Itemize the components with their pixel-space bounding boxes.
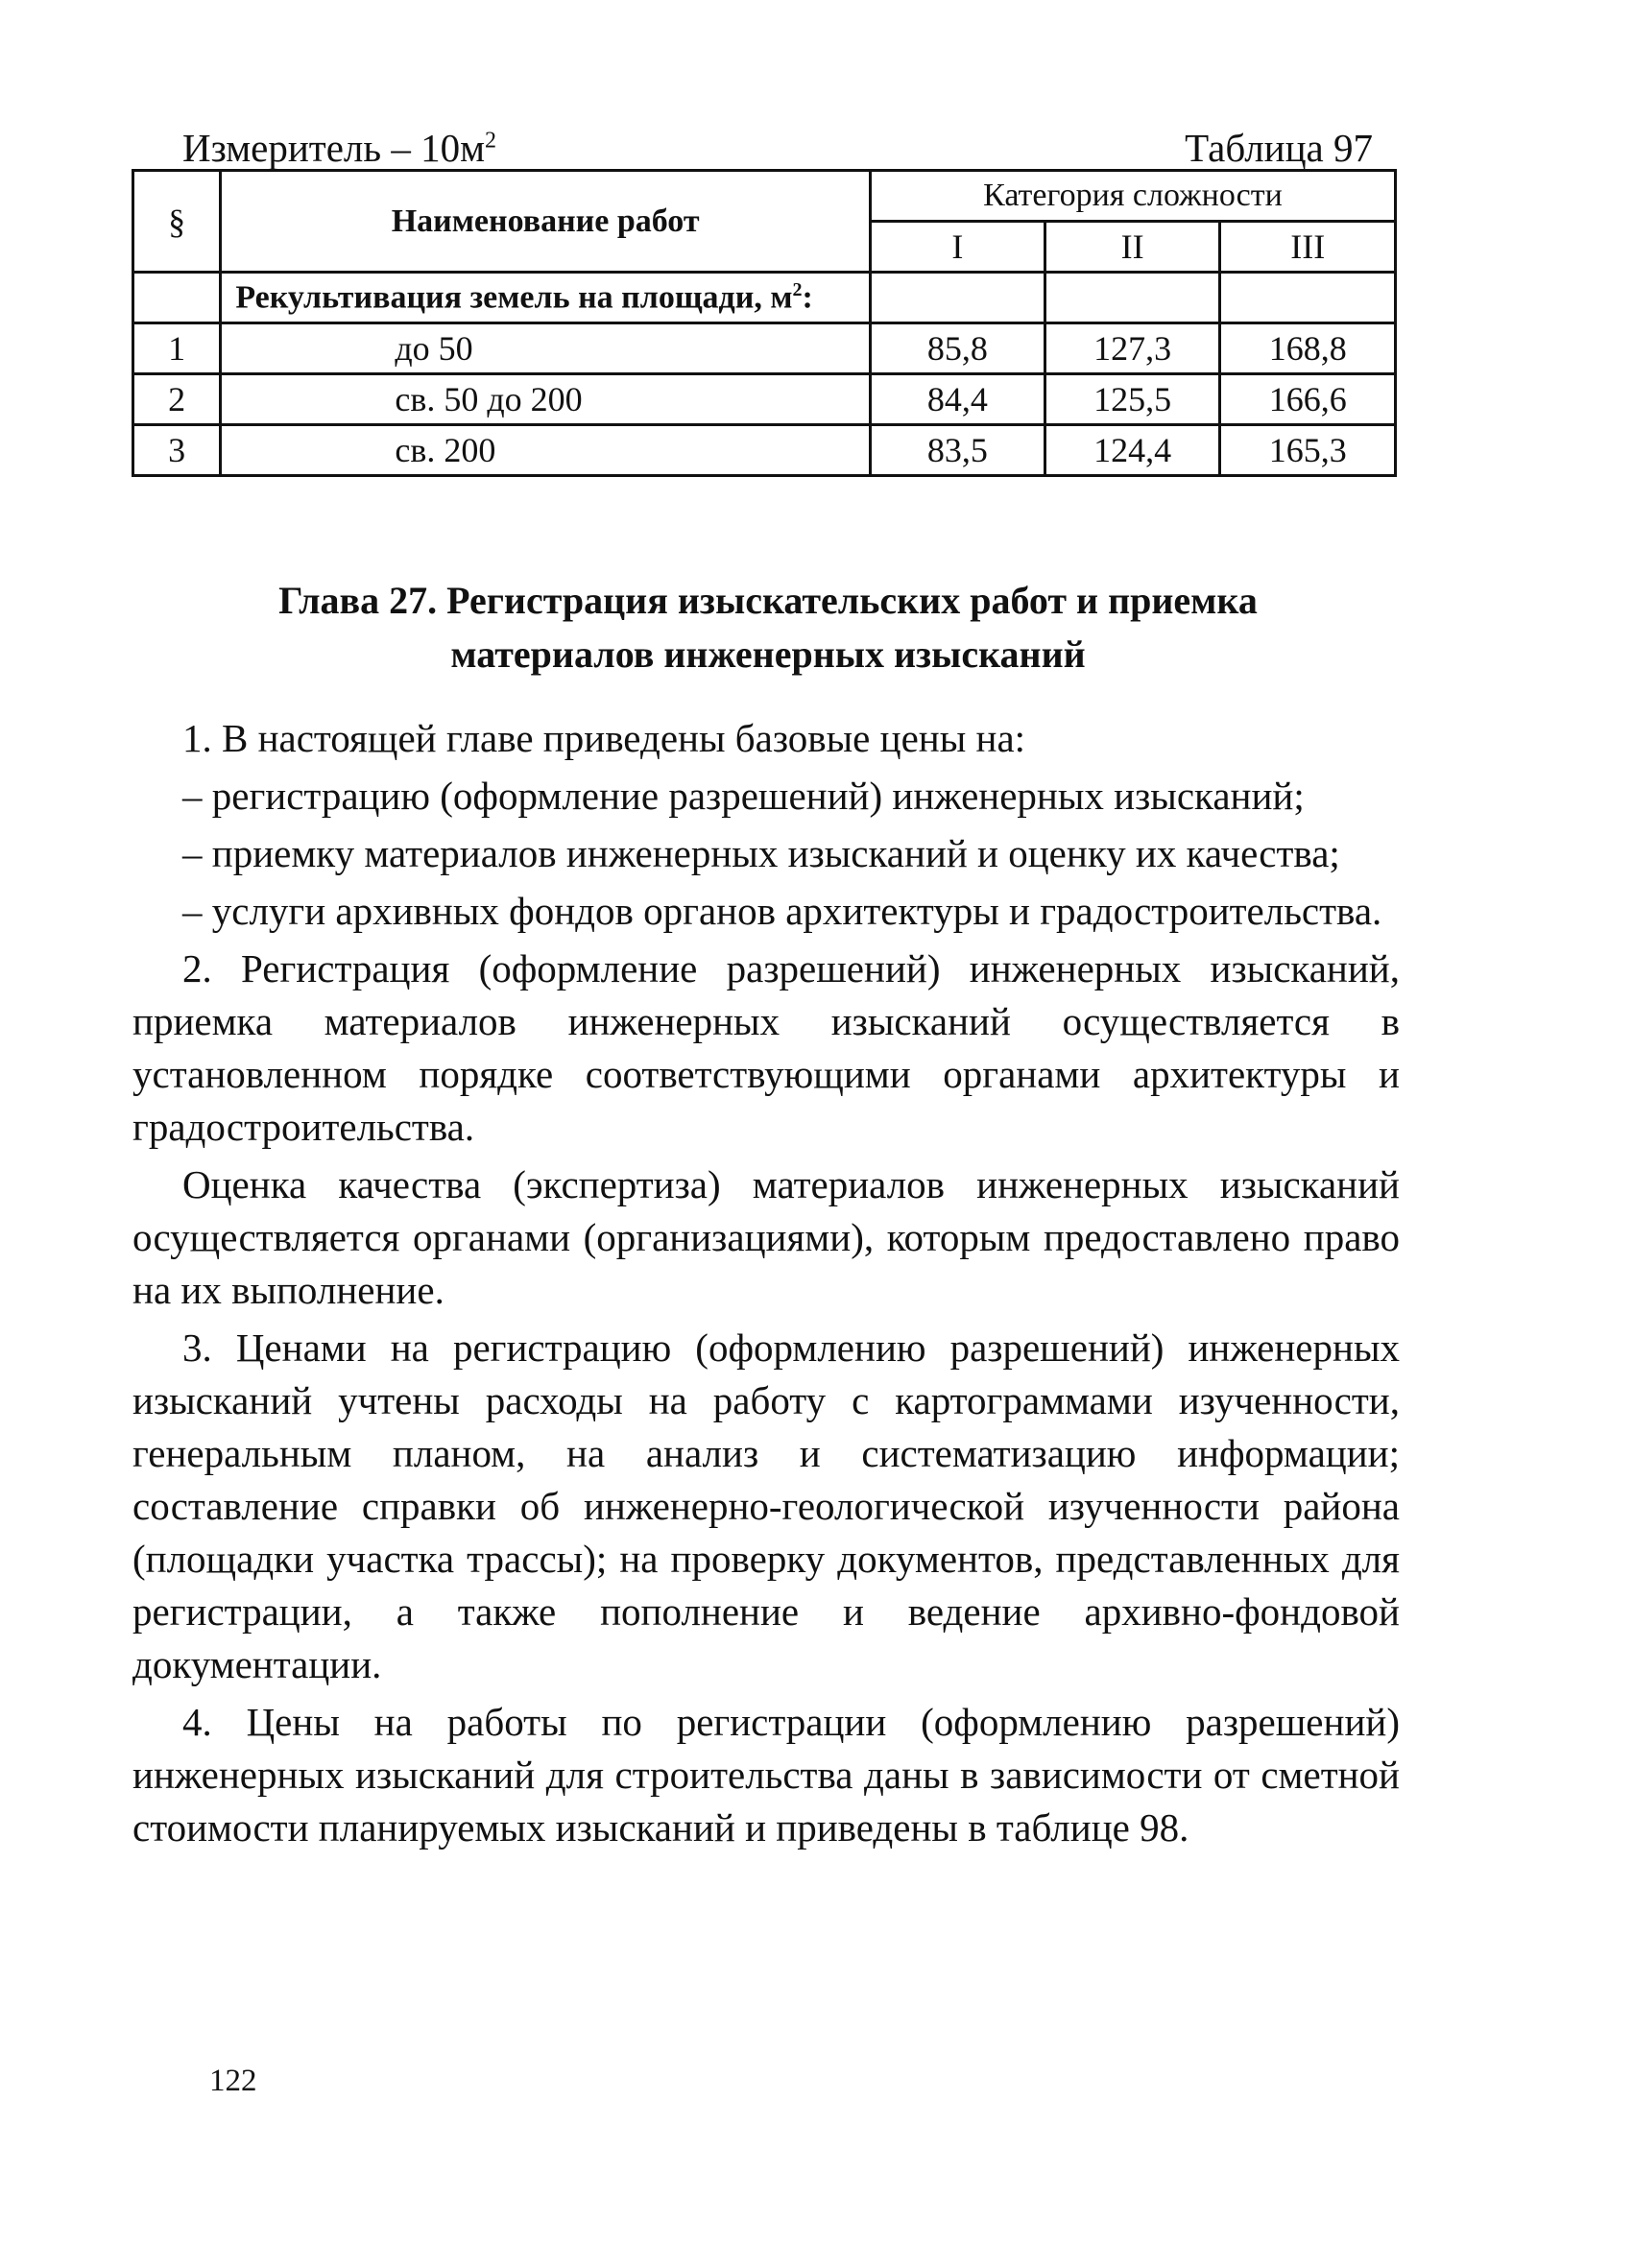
table-caption-row bbox=[182, 123, 1373, 173]
paragraph: Оценка качества (экспертиза) материалов инженерных изысканий осуществляется органами (организациями), которым предоставлено право на их выполнение. bbox=[132, 1162, 1400, 1312]
list-item: – регистрацию (оформление разрешений) инженерных изысканий; bbox=[182, 774, 1305, 818]
row-number: 1 bbox=[133, 323, 221, 374]
page-number: 122 bbox=[209, 2064, 257, 2098]
unit-superscript: 2 bbox=[485, 128, 497, 154]
col-header-section: § bbox=[133, 171, 221, 273]
rates-table bbox=[132, 169, 1397, 477]
chapter-title-line-2: материалов инженерных изысканий bbox=[450, 633, 1086, 676]
row-number: 3 bbox=[133, 425, 221, 476]
row-value-cat-1: 83,5 bbox=[870, 425, 1045, 476]
unit-label: Измеритель – $10м^2$ bbox=[182, 126, 497, 170]
table-subheading-row bbox=[133, 273, 1396, 323]
table-row bbox=[133, 425, 1396, 476]
col-header-category: Категория сложности bbox=[870, 171, 1395, 222]
col-header-cat-3: III bbox=[1220, 222, 1396, 273]
row-number: 2 bbox=[133, 374, 221, 425]
row-value-cat-3: 168,8 bbox=[1220, 323, 1396, 374]
subheading-empty-cell bbox=[1220, 273, 1396, 323]
row-value-cat-2: 125,5 bbox=[1045, 374, 1220, 425]
row-value-cat-2: 124,4 bbox=[1045, 425, 1220, 476]
table-number: Таблица 97 bbox=[1185, 126, 1373, 170]
paragraph: 3. Ценами на регистрацию (оформлению разрешений) инженерных изысканий учтены расходы на работу с картограммами изученности, генеральным планом, на анализ и систематизацию информации; составление справки об инженерно-геологической изученности района (площадки участка трассы); на проверку документов, представленных для регистрации, а также пополнение и ведение архивно-фондовой документации. bbox=[132, 1325, 1400, 1686]
list-item: – приемку материалов инженерных изысканий и оценку их качества; bbox=[182, 831, 1340, 875]
paragraph: 4. Цены на работы по регистрации (оформлению разрешений) инженерных изысканий для строительства даны в зависимости от сметной стоимости планируемых изысканий и приведены в таблице 98. bbox=[132, 1700, 1400, 1850]
paragraph: 1. В настоящей главе приведены базовые цены на: bbox=[182, 716, 1026, 760]
col-header-cat-1: I bbox=[870, 222, 1045, 273]
subheading-empty-cell bbox=[1045, 273, 1220, 323]
table-head-row-1 bbox=[133, 171, 1396, 222]
row-value-cat-3: 165,3 bbox=[1220, 425, 1396, 476]
table-row bbox=[133, 323, 1396, 374]
table-subheading: Рекультивация земель на площади, $м^2$: bbox=[221, 273, 871, 323]
row-name: до 50 bbox=[221, 323, 871, 374]
subheading-empty-cell bbox=[133, 273, 221, 323]
row-value-cat-1: 85,8 bbox=[870, 323, 1045, 374]
chapter-title-line-1: Глава 27. Регистрация изыскательских работ и приемка bbox=[278, 579, 1258, 622]
row-value-cat-1: 84,4 bbox=[870, 374, 1045, 425]
chapter-title bbox=[144, 574, 1392, 681]
list-item: – услуги архивных фондов органов архитектуры и градостроительства. bbox=[182, 889, 1382, 933]
col-header-name: Наименование работ bbox=[221, 171, 871, 273]
col-header-cat-2: II bbox=[1045, 222, 1220, 273]
body-text bbox=[132, 712, 1400, 1859]
row-value-cat-3: 166,6 bbox=[1220, 374, 1396, 425]
paragraph: 2. Регистрация (оформление разрешений) инженерных изысканий, приемка материалов инженерных изысканий осуществляется в установленном порядке соответствующими органами архитектуры и градостроительства. bbox=[132, 946, 1400, 1149]
row-name: св. 50 до 200 bbox=[221, 374, 871, 425]
row-name: св. 200 bbox=[221, 425, 871, 476]
table-row bbox=[133, 374, 1396, 425]
subheading-empty-cell bbox=[870, 273, 1045, 323]
row-value-cat-2: 127,3 bbox=[1045, 323, 1220, 374]
